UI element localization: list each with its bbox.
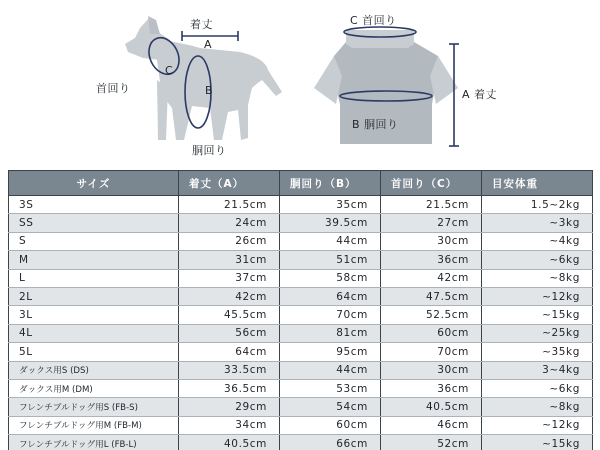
neck-cell: 60cm [381, 324, 482, 342]
measurement-diagram [0, 0, 600, 168]
neck-cell: 40.5cm [381, 398, 482, 416]
shirt-length-line [449, 44, 459, 146]
girth-cell: 64cm [280, 287, 381, 305]
length-cell: 29cm [179, 398, 280, 416]
girth-cell: 35cm [280, 196, 381, 214]
length-cell: 56cm [179, 324, 280, 342]
header-weight: 目安体重 [482, 171, 593, 196]
neck-cell: 36cm [381, 379, 482, 397]
dog-neck-label: 首回り [96, 82, 131, 95]
size-cell: 2L [9, 287, 179, 305]
table-row [9, 306, 593, 324]
size-cell: フレンチブルドッグ用M (FB-M) [9, 416, 179, 434]
size-cell: S [9, 232, 179, 250]
size-cell: 5L [9, 343, 179, 361]
neck-cell: 42cm [381, 269, 482, 287]
shirt-chest-label: B 胴回り [352, 118, 399, 131]
table-row [9, 196, 593, 214]
size-cell: ダックス用S (DS) [9, 361, 179, 379]
length-cell: 64cm [179, 343, 280, 361]
dog-silhouette [125, 16, 282, 140]
neck-cell: 30cm [381, 361, 482, 379]
size-chart-table [8, 170, 593, 450]
size-cell: 3S [9, 196, 179, 214]
girth-cell: 44cm [280, 361, 381, 379]
length-cell: 36.5cm [179, 379, 280, 397]
girth-cell: 39.5cm [280, 214, 381, 232]
neck-cell: 70cm [381, 343, 482, 361]
table-row [9, 287, 593, 305]
weight-cell: ~8kg [482, 398, 593, 416]
girth-cell: 95cm [280, 343, 381, 361]
length-cell: 31cm [179, 251, 280, 269]
dog-a-letter: A [204, 38, 213, 51]
weight-cell: ~12kg [482, 416, 593, 434]
dog-c-letter: C [165, 64, 174, 77]
table-row [9, 398, 593, 416]
weight-cell: ~6kg [482, 379, 593, 397]
girth-cell: 53cm [280, 379, 381, 397]
weight-cell: ~3kg [482, 214, 593, 232]
girth-cell: 81cm [280, 324, 381, 342]
weight-cell: ~12kg [482, 287, 593, 305]
length-cell: 33.5cm [179, 361, 280, 379]
table-row [9, 435, 593, 450]
table-row [9, 214, 593, 232]
length-cell: 34cm [179, 416, 280, 434]
table-row [9, 379, 593, 397]
table-header-row [9, 171, 593, 196]
neck-cell: 27cm [381, 214, 482, 232]
girth-cell: 44cm [280, 232, 381, 250]
girth-cell: 54cm [280, 398, 381, 416]
length-cell: 24cm [179, 214, 280, 232]
size-cell: フレンチブルドッグ用S (FB-S) [9, 398, 179, 416]
dog-length-label: 着丈 [190, 18, 213, 31]
header-neck: 首回り（C） [381, 171, 482, 196]
header-size: サイズ [9, 171, 179, 196]
girth-cell: 66cm [280, 435, 381, 450]
size-cell: SS [9, 214, 179, 232]
measurement-illustration [0, 0, 600, 168]
size-cell: M [9, 251, 179, 269]
size-cell: 3L [9, 306, 179, 324]
table-row [9, 416, 593, 434]
neck-cell: 52cm [381, 435, 482, 450]
size-cell: ダックス用M (DM) [9, 379, 179, 397]
weight-cell: 1.5~2kg [482, 196, 593, 214]
length-cell: 21.5cm [179, 196, 280, 214]
weight-cell: ~4kg [482, 232, 593, 250]
size-cell: フレンチブルドッグ用L (FB-L) [9, 435, 179, 450]
neck-cell: 52.5cm [381, 306, 482, 324]
girth-cell: 51cm [280, 251, 381, 269]
neck-cell: 36cm [381, 251, 482, 269]
neck-cell: 21.5cm [381, 196, 482, 214]
table-row [9, 324, 593, 342]
weight-cell: ~15kg [482, 306, 593, 324]
weight-cell: 3~4kg [482, 361, 593, 379]
weight-cell: ~25kg [482, 324, 593, 342]
dog-girth-label: 胴回り [192, 144, 227, 157]
neck-cell: 46cm [381, 416, 482, 434]
length-cell: 45.5cm [179, 306, 280, 324]
table-row [9, 361, 593, 379]
header-girth: 胴回り（B） [280, 171, 381, 196]
size-cell: 4L [9, 324, 179, 342]
weight-cell: ~35kg [482, 343, 593, 361]
girth-cell: 70cm [280, 306, 381, 324]
length-cell: 37cm [179, 269, 280, 287]
neck-cell: 47.5cm [381, 287, 482, 305]
weight-cell: ~15kg [482, 435, 593, 450]
length-cell: 42cm [179, 287, 280, 305]
girth-cell: 60cm [280, 416, 381, 434]
weight-cell: ~8kg [482, 269, 593, 287]
dog-b-letter: B [205, 84, 214, 97]
weight-cell: ~6kg [482, 251, 593, 269]
shirt-neck-label: C 首回り [350, 14, 397, 27]
length-cell: 26cm [179, 232, 280, 250]
header-length: 着丈（A） [179, 171, 280, 196]
girth-cell: 58cm [280, 269, 381, 287]
length-cell: 40.5cm [179, 435, 280, 450]
shirt-length-label: A 着丈 [462, 88, 498, 101]
table-row [9, 343, 593, 361]
table-row [9, 232, 593, 250]
neck-cell: 30cm [381, 232, 482, 250]
size-cell: L [9, 269, 179, 287]
table-row [9, 251, 593, 269]
table-row [9, 269, 593, 287]
